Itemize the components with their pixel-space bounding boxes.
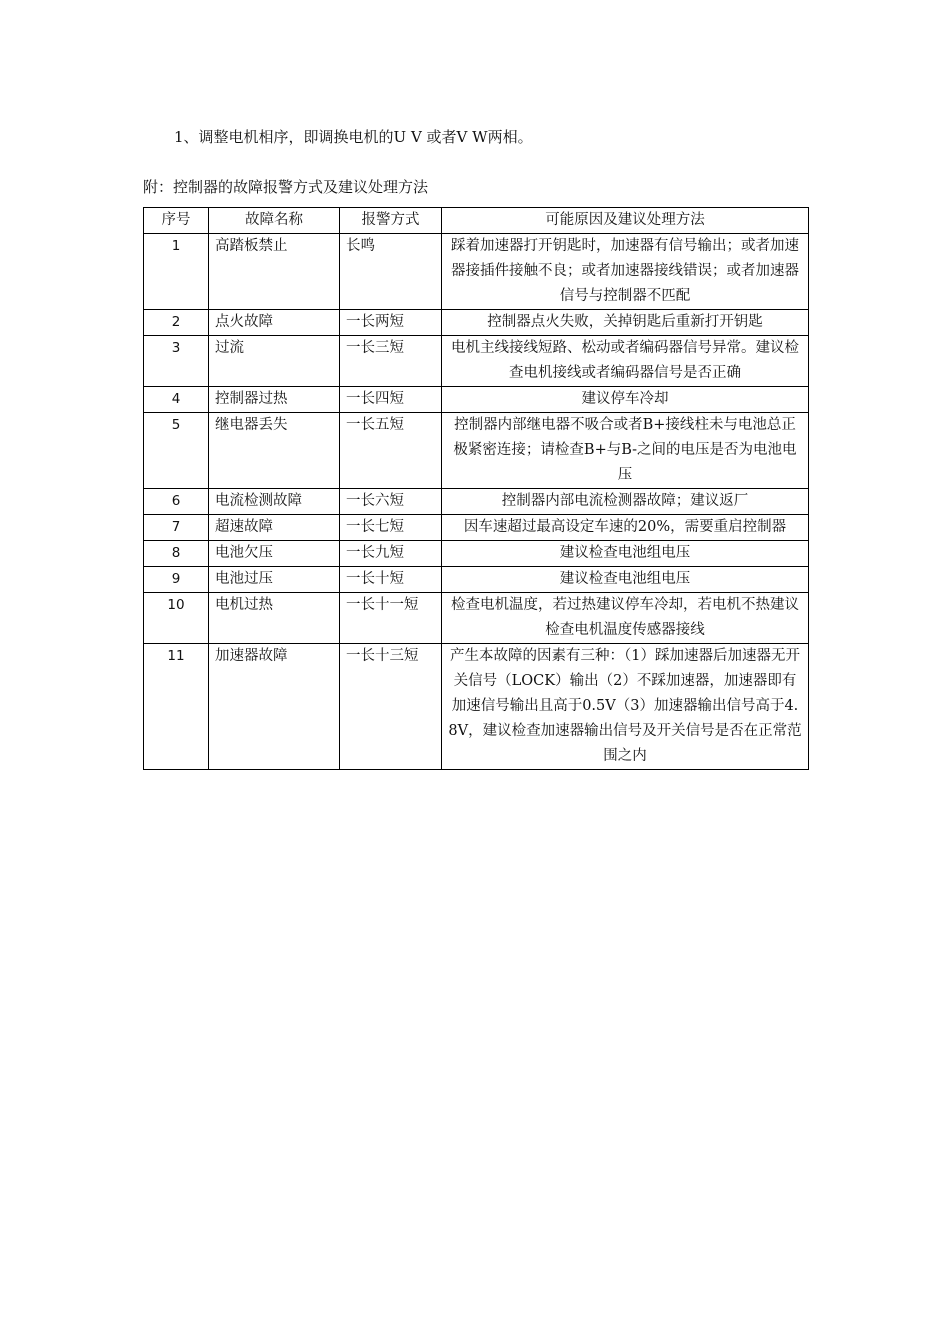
alarm-mode: 一长六短 [340, 489, 442, 515]
fault-alarm-table [143, 207, 809, 770]
fault-number: 6 [144, 489, 209, 515]
fault-number: 9 [144, 567, 209, 593]
fault-name: 电机过热 [209, 593, 340, 644]
table-row [144, 387, 809, 413]
alarm-mode: 一长七短 [340, 515, 442, 541]
fault-name: 过流 [209, 336, 340, 387]
table-row [144, 567, 809, 593]
cause-solution: 产生本故障的因素有三种：（1）踩加速器后加速器无开关信号（LOCK）输出（2）不踩加速器，加速器即有加速信号输出且高于0.5V（3）加速器输出信号高于4.8V，建议检查加速器输出信号及开关信号是否在正常范围之内 [442, 644, 809, 770]
fault-name: 加速器故障 [209, 644, 340, 770]
table-row [144, 644, 809, 770]
header-cause-solution: 可能原因及建议处理方法 [442, 208, 809, 234]
instruction-paragraph: 1、调整电机相序，即调换电机的U V 或者V W两相。 [174, 128, 533, 146]
fault-number: 3 [144, 336, 209, 387]
fault-number: 11 [144, 644, 209, 770]
cause-solution: 踩着加速器打开钥匙时，加速器有信号输出；或者加速器接插件接触不良；或者加速器接线错误；或者加速器信号与控制器不匹配 [442, 234, 809, 310]
fault-name: 点火故障 [209, 310, 340, 336]
fault-name: 继电器丢失 [209, 413, 340, 489]
alarm-mode: 一长两短 [340, 310, 442, 336]
table-row [144, 593, 809, 644]
fault-number: 7 [144, 515, 209, 541]
alarm-mode: 一长五短 [340, 413, 442, 489]
fault-number: 1 [144, 234, 209, 310]
fault-number: 8 [144, 541, 209, 567]
table-header-row [144, 208, 809, 234]
fault-name: 控制器过热 [209, 387, 340, 413]
table-row [144, 489, 809, 515]
cause-solution: 控制器点火失败，关掉钥匙后重新打开钥匙 [442, 310, 809, 336]
fault-name: 电池过压 [209, 567, 340, 593]
fault-name: 电池欠压 [209, 541, 340, 567]
alarm-mode: 一长十三短 [340, 644, 442, 770]
table-row [144, 515, 809, 541]
cause-solution: 电机主线接线短路、松动或者编码器信号异常。建议检查电机接线或者编码器信号是否正确 [442, 336, 809, 387]
alarm-mode: 一长十短 [340, 567, 442, 593]
cause-solution: 建议停车冷却 [442, 387, 809, 413]
fault-number: 5 [144, 413, 209, 489]
alarm-mode: 长鸣 [340, 234, 442, 310]
cause-solution: 控制器内部继电器不吸合或者B+接线柱未与电池总正极紧密连接；请检查B+与B-之间的电压是否为电池电压 [442, 413, 809, 489]
cause-solution: 建议检查电池组电压 [442, 567, 809, 593]
alarm-mode: 一长四短 [340, 387, 442, 413]
table-row [144, 234, 809, 310]
alarm-mode: 一长三短 [340, 336, 442, 387]
fault-name: 高踏板禁止 [209, 234, 340, 310]
alarm-mode: 一长九短 [340, 541, 442, 567]
header-alarm-mode: 报警方式 [340, 208, 442, 234]
table-caption: 附：控制器的故障报警方式及建议处理方法 [143, 178, 429, 196]
table-row [144, 541, 809, 567]
table-row [144, 336, 809, 387]
header-no: 序号 [144, 208, 209, 234]
cause-solution: 因车速超过最高设定车速的20%，需要重启控制器 [442, 515, 809, 541]
fault-name: 超速故障 [209, 515, 340, 541]
cause-solution: 建议检查电池组电压 [442, 541, 809, 567]
fault-number: 10 [144, 593, 209, 644]
cause-solution: 检查电机温度，若过热建议停车冷却，若电机不热建议检查电机温度传感器接线 [442, 593, 809, 644]
fault-name: 电流检测故障 [209, 489, 340, 515]
fault-number: 2 [144, 310, 209, 336]
table-row [144, 310, 809, 336]
header-fault-name: 故障名称 [209, 208, 340, 234]
fault-number: 4 [144, 387, 209, 413]
table-row [144, 413, 809, 489]
cause-solution: 控制器内部电流检测器故障；建议返厂 [442, 489, 809, 515]
alarm-mode: 一长十一短 [340, 593, 442, 644]
